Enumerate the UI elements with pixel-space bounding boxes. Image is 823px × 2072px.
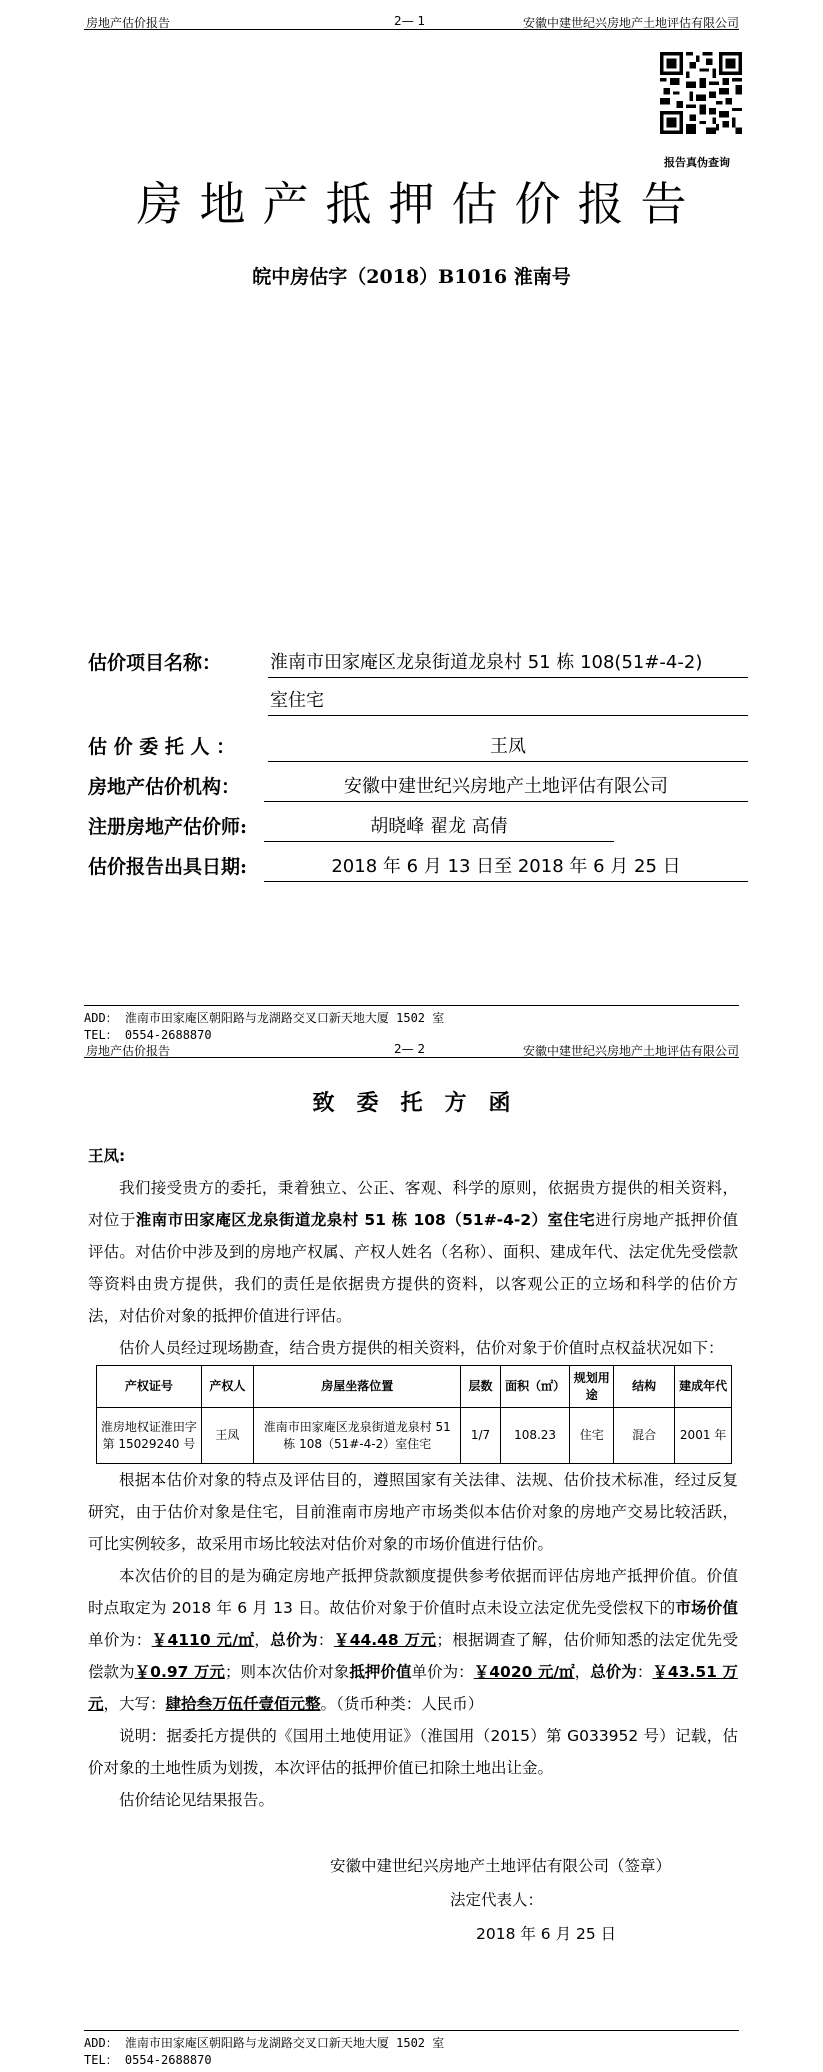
amount-in-words: 肆拾叁万伍仟壹佰元整 xyxy=(165,1695,321,1713)
report-number: 皖中房估字（2018）B1016 淮南号 xyxy=(252,266,571,288)
cell-floors: 1/7 xyxy=(461,1408,500,1464)
page-footer xyxy=(84,1005,739,1044)
field-project-name-cont xyxy=(88,686,748,720)
paragraph-intro: 我们接受贵方的委托，秉着独立、公正、客观、科学的原则，依据贵方提供的相关资料，对位于淮南市田家庵区龙泉街道龙泉村 51 栋 108（51#-4-2）室住宅进行房地产抵押价值评估。对估价中涉及到的房地产权属、产权人姓名（名称）、面积、建成年代、法定优先受偿款等资料由贵方提供，我们的责任是依据贵方提供的资料，以客观公正的立场和科学的估价方法，对估价对象的抵押价值进行评估。 xyxy=(88,1179,738,1325)
col-cert-no: 产权证号 xyxy=(97,1366,202,1408)
letter-page xyxy=(0,1040,823,2072)
footer-address: ADD： 淮南市田家庵区朝阳路与龙湖路交叉口新天地大厦 1502 室 xyxy=(84,1011,445,1025)
field-value: 2018 年 6 月 13 日至 2018 年 6 月 25 日 xyxy=(264,852,748,882)
field-value: 胡晓峰 翟龙 高倩 xyxy=(264,812,614,842)
col-location: 房屋坐落位置 xyxy=(254,1366,461,1408)
col-year: 建成年代 xyxy=(675,1366,732,1408)
cell-area: 108.23 xyxy=(500,1408,570,1464)
header-company: 安徽中建世纪兴房地产土地评估有限公司 xyxy=(522,1044,739,1058)
paragraph-method: 根据本估价对象的特点及评估目的，遵照国家有关法律、法规、估价技术标准，经过反复研究，由于估价对象是住宅，目前淮南市房地产市场类似本估价对象的房地产交易比较活跃，可比实例较多，故采用市场比较法对估价对象的市场价值进行估价。 xyxy=(88,1471,738,1553)
signature-company: 安徽中建世纪兴房地产土地评估有限公司（签章） xyxy=(330,1857,672,1875)
mortgage-unit-price: ￥4020 元/㎡ xyxy=(473,1663,575,1681)
table-header-row xyxy=(97,1366,732,1408)
field-value-cont: 室住宅 xyxy=(268,686,748,716)
field-label: 注册房地产估价师: xyxy=(88,816,248,838)
field-label: 估价项目名称： xyxy=(88,652,222,674)
table-row xyxy=(97,1408,732,1464)
market-total-price: ￥44.48 万元 xyxy=(333,1631,437,1649)
field-agency xyxy=(88,772,748,806)
page-footer xyxy=(84,2030,739,2069)
page-header xyxy=(84,12,739,30)
header-page-number: 2— 1 xyxy=(394,14,426,28)
paragraph-conclusion: 估价结论见结果报告。 xyxy=(119,1791,275,1809)
letter-title: 致委托方函 xyxy=(312,1091,533,1116)
header-left: 房地产估价报告 xyxy=(86,1044,171,1058)
header-left: 房地产估价报告 xyxy=(86,16,171,30)
signature-legal-rep: 法定代表人： xyxy=(450,1891,544,1909)
paragraph-note: 说明：据委托方提供的《国用土地使用证》（淮国用（2015）第 G033952 号）记载，估价对象的土地性质为划拨，本次评估的抵押价值已扣除土地出让金。 xyxy=(88,1727,738,1777)
col-floors: 层数 xyxy=(461,1366,500,1408)
field-project-name xyxy=(88,648,748,682)
letter-body-cont xyxy=(88,1464,738,1816)
signature-date: 2018 年 6 月 25 日 xyxy=(476,1925,617,1943)
cell-year: 2001 年 xyxy=(675,1408,732,1464)
qr-code-icon[interactable] xyxy=(660,52,742,134)
footer-tel: TEL： 0554-2688870 xyxy=(84,1028,212,1042)
footer-address: ADD： 淮南市田家庵区朝阳路与龙湖路交叉口新天地大厦 1502 室 xyxy=(84,2036,445,2050)
paragraph-valuation: 本次估价的目的是为确定房地产抵押贷款额度提供参考依据而评估房地产抵押价值。价值时点取定为 2018 年 6 月 13 日。故估价对象于价值时点未设立法定优先受偿权下的市场价值单价为：￥4110 元/㎡，总价为：￥44.48 万元；根据调查了解，估价师知悉的法定优先受偿款为￥0.97 万元；则本次估价对象抵押价值单价为：￥4020 元/㎡，总价为：￥43.51 万元，大写：肆拾叁万伍仟壹佰元整。（货币种类：人民币） xyxy=(88,1567,738,1713)
field-label: 估价报告出具日期: xyxy=(88,856,248,878)
field-appraisers xyxy=(88,812,748,846)
cell-owner: 王凤 xyxy=(201,1408,253,1464)
property-address: 淮南市田家庵区龙泉街道龙泉村 51 栋 108（51#-4-2）室住宅 xyxy=(135,1211,596,1229)
col-area: 面积（㎡） xyxy=(500,1366,570,1408)
cell-structure: 混合 xyxy=(614,1408,675,1464)
field-value: 淮南市田家庵区龙泉街道龙泉村 51 栋 108(51#-4-2) xyxy=(268,648,748,678)
letter-body xyxy=(88,1140,738,1364)
footer-tel: TEL： 0554-2688870 xyxy=(84,2053,212,2067)
cell-cert-no: 淮房地权证淮田字第 15029240 号 xyxy=(97,1408,202,1464)
field-value: 安徽中建世纪兴房地产土地评估有限公司 xyxy=(264,772,748,802)
header-page-number: 2— 2 xyxy=(394,1042,426,1056)
property-table xyxy=(96,1365,732,1464)
mortgage-total-price: ￥43.51 万元 xyxy=(88,1663,738,1713)
salutation: 王凤: xyxy=(88,1147,126,1165)
page-header xyxy=(84,1040,739,1058)
paragraph-survey: 估价人员经过现场勘查，结合贵方提供的相关资料，估价对象于价值时点权益状况如下： xyxy=(119,1339,724,1357)
market-value-label: 市场价值 xyxy=(675,1599,738,1617)
field-report-date xyxy=(88,852,748,886)
qr-caption: 报告真伪查询 xyxy=(664,156,730,169)
header-company: 安徽中建世纪兴房地产土地评估有限公司 xyxy=(522,16,739,30)
field-value: 王凤 xyxy=(268,732,748,762)
report-title: 房地产抵押估价报告 xyxy=(136,177,704,231)
col-usage: 规划用途 xyxy=(570,1366,614,1408)
field-label: 估 价 委 托 人 ： xyxy=(88,736,236,758)
preferential-payment: ￥0.97 万元 xyxy=(134,1663,225,1681)
col-owner: 产权人 xyxy=(201,1366,253,1408)
cell-usage: 住宅 xyxy=(570,1408,614,1464)
field-client xyxy=(88,732,748,766)
col-structure: 结构 xyxy=(614,1366,675,1408)
cell-location: 淮南市田家庵区龙泉街道龙泉村 51 栋 108（51#-4-2）室住宅 xyxy=(254,1408,461,1464)
market-unit-price: ￥4110 元/㎡ xyxy=(151,1631,255,1649)
mortgage-value-label: 抵押价值 xyxy=(349,1663,412,1681)
field-label: 房地产估价机构： xyxy=(88,776,241,798)
